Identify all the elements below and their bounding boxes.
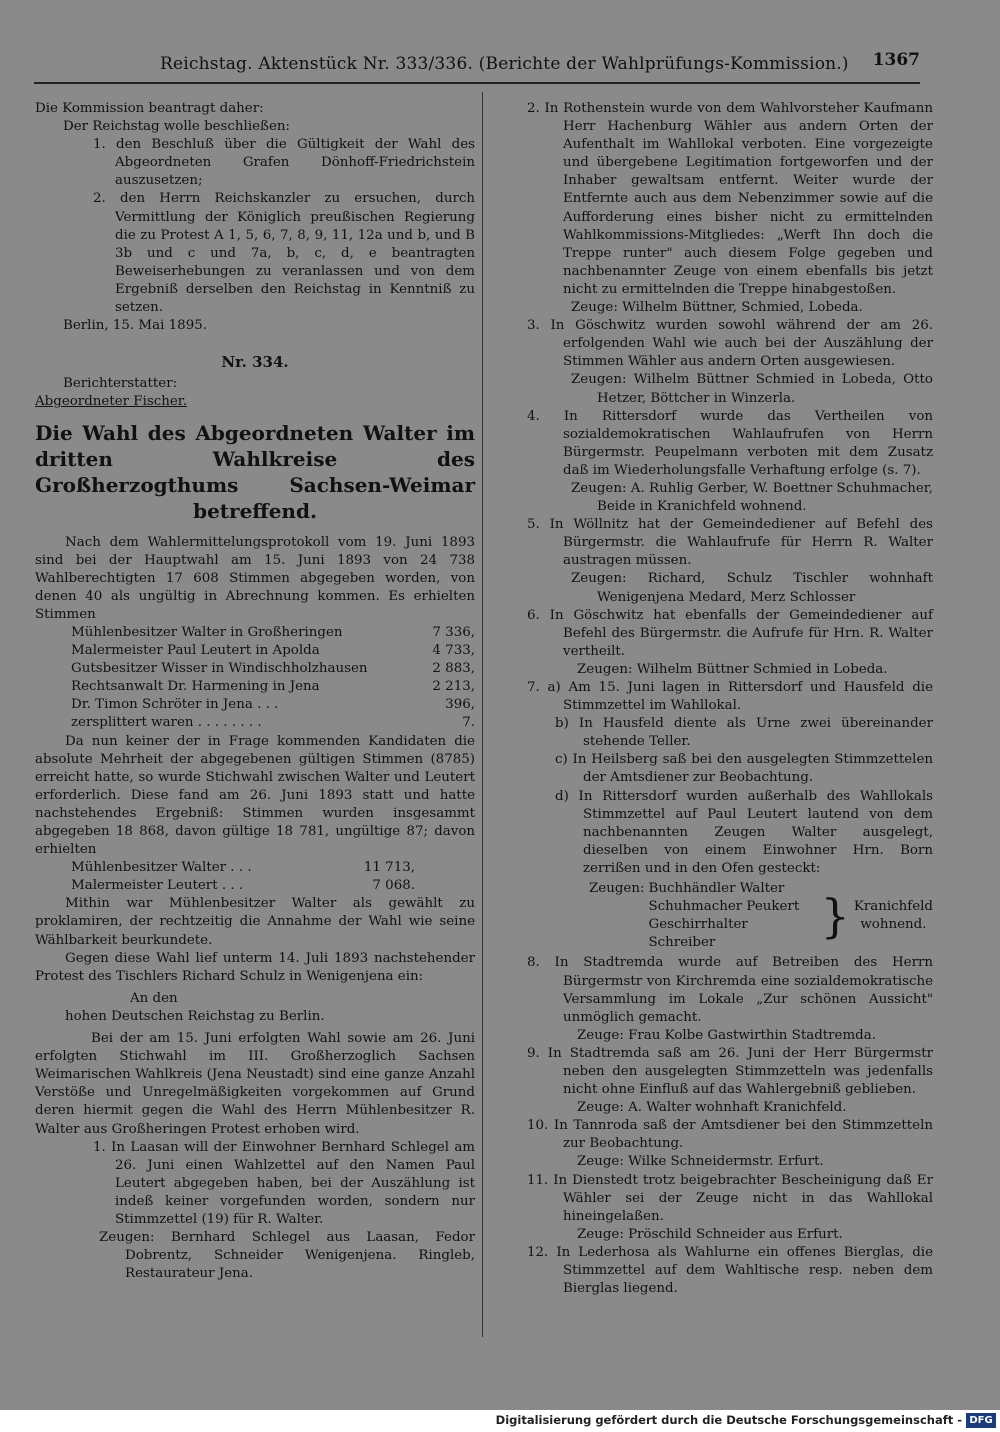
list-item (35, 642, 475, 660)
witness-line: Zeugen: Bernhard Schlegel aus Laasan, Fedor Dobrentz, Schneider Wenigenjena. Ringleb, Restaurateur Jena. (99, 1230, 475, 1282)
dfg-logo: DFG (966, 1413, 996, 1428)
section-number: Nr. 334. (221, 353, 289, 372)
address-line: An den (130, 990, 178, 1006)
reporter-name: Abgeordneter Fischer. (35, 394, 187, 410)
candidate-votes: 11 713, (363, 860, 415, 876)
text-paragraph: Die Kommission beantragt daher: (35, 101, 264, 116)
text-paragraph: Mithin war Mühlenbesitzer Walter als gewählt zu proklamiren, der rechtzeitig die Annahme der Wahl wie seine Wählbarkeit beurkundete. (35, 896, 475, 948)
witness-line: Zeugen: Richard, Schulz Tischler wohnhaft Wenigenjena Medard, Merz Schlosser (571, 571, 933, 605)
witness-name: Buchhändler Walter (648, 881, 785, 897)
list-item: 9. In Stadtremda saß am 26. Juni der Herr Bürgermstr neben den ausgelegten Stimmzetteln was jedenfalls nicht ohne Einfluß auf das Wahlergebniß geblieben. (527, 1045, 933, 1098)
witness-label: Zeugen: (589, 881, 645, 897)
left-column (35, 100, 475, 1283)
footer-bar (0, 1410, 1000, 1432)
reporter-label: Berichterstatter: (63, 376, 178, 392)
address-line: hohen Deutschen Reichstag zu Berlin. (65, 1008, 325, 1024)
list-item: 2. In Rothenstein wurde von dem Wahlvorsteher Kaufmann Herr Hachenburg Wähler aus andern Orten der Aufenthalt im Wahllokal verboten. Eine vorgezeigte und übergebene Legitimation fortgeworfen und der Inhaber gewaltsam entfernt. Weiter wurde der Entfernte auch aus dem Nebenzimmer sowie auf die Aufforderung eines bisher nicht zu ermittelnden Wahlkommissions-Mitgliedes: „Werft Ihn doch die Treppe runter" auch diesem Folge gegeben und nachbenannter Zeuge von einem ebenfalls bis jetzt nicht zu ermittelnden die Treppe hinabgestoßen. (527, 101, 933, 297)
witness-names (649, 880, 817, 952)
list-item: 3. In Göschwitz wurden sowohl während der am 26. erfolgenden Wahl wie auch bei der Auszählung der Stimmen Wähler aus andern Orten ausgewiesen. (527, 318, 933, 370)
candidate-name: Mühlenbesitzer Walter in Großheringen (71, 624, 343, 640)
list-item (35, 714, 475, 732)
candidate-votes: 2 213, (432, 679, 475, 695)
list-item: 2. den Herrn Reichskanzler zu ersuchen, durch Vermittlung der Königlich preußischen Regierung die zu Protest A 1, 5, 6, 7, 8, 9, 11, 12a und b, und B 3b und c und 7a, b, c, d, e beantragten Beweiserhebungen zu veranlassen und von dem Ergebniß derselben den Reichstag in Kenntniß zu setzen. (93, 191, 475, 316)
text-paragraph: Gegen diese Wahl lief unterm 14. Juli 1893 nachstehender Protest des Tischlers Richard Schulz in Wenigenjena ein: (35, 950, 475, 984)
list-item: b) In Hausfeld diente als Urne zwei übereinander stehende Teller. (555, 716, 933, 750)
text-paragraph: Der Reichstag wolle beschließen: (63, 119, 291, 135)
witness-line: Zeugen: Wilhelm Büttner Schmied in Lobeda, Otto Hetzer, Böttcher in Winzerla. (571, 372, 933, 406)
list-item: 8. In Stadtremda wurde auf Betreiben des Herrn Bürgermstr von Kirchremda eine sozialdemokratische Versammlung im Lokale „Zur schönen Aussicht" unmöglich gemacht. (527, 955, 933, 1025)
candidate-name: Rechtsanwalt Dr. Harmening in Jena (71, 679, 320, 695)
candidate-name: Malermeister Paul Leutert in Apolda (71, 643, 320, 659)
candidate-votes: 4 733, (432, 643, 475, 659)
candidate-name: Dr. Timon Schröter in Jena . . . (71, 697, 279, 713)
witness-line: Zeugen: Wilhelm Büttner Schmied in Lobeda. (577, 661, 888, 677)
text-paragraph: Nach dem Wahlermittelungsprotokoll vom 19. Juni 1893 sind bei der Hauptwahl am 15. Juni 1893 von 24 738 Wahlberechtigten 17 608 Stimmen abgegeben worden, von denen 40 als ungültig in Abrechnung kommen. Es erhielten Stimmen (35, 534, 475, 622)
page-header (160, 50, 920, 80)
candidate-name: zersplittert waren . . . . . . . . (71, 715, 262, 731)
witness-line: Zeuge: Wilhelm Büttner, Schmied, Lobeda. (571, 300, 863, 316)
witness-line: Zeuge: A. Walter wohnhaft Kranichfeld. (577, 1100, 847, 1116)
page-number: 1367 (872, 50, 920, 70)
list-item: 4. In Rittersdorf wurde das Vertheilen von sozialdemokratischen Wahlaufrufen von Herrn Bürgermstr. Peupelmann verboten mit dem Zusatz daß im Wiederholungsfalle Verhaftung erfolge (s. 7). (527, 408, 933, 478)
candidate-votes: 7 336, (432, 624, 475, 640)
candidate-votes: 396, (445, 697, 475, 713)
list-item: d) In Rittersdorf wurden außerhalb des Wahllokals Stimmzettel auf Paul Leutert lautend von dem nachbenannten Zeugen Walter ausgelegt, dieselben von einem Einwohner Hrn. Born zerrißen und in den Ofen gesteckt: (555, 788, 933, 876)
list-item: 7. a) Am 15. Juni lagen in Rittersdorf und Hausfeld die Stimmzettel im Wahllokal. (527, 680, 933, 714)
date-line: Berlin, 15. Mai 1895. (63, 318, 207, 334)
list-item (35, 660, 475, 678)
list-item: 1. den Beschluß über die Gültigkeit der Wahl des Abgeordneten Grafen Dönhoff-Friedrichstein auszusetzen; (93, 137, 475, 189)
candidate-votes: 7. (462, 715, 475, 731)
text-paragraph: Bei der am 15. Juni erfolgten Wahl sowie am 26. Juni erfolgten Stichwahl im III. Großherzoglich Sachsen Weimarischen Wahlkreis (Jena Neustadt) sind eine ganze Anzahl Verstöße und Unregelmäßigkeiten vorgekommen auf Grund deren hiermit gegen die Wahl des Herrn Mühlenbesitzer R. Walter aus Großheringen Protest erhoben wird. (35, 1031, 475, 1137)
column-divider (482, 92, 483, 1337)
brace-symbol: } (820, 889, 850, 944)
runoff-list (35, 859, 475, 895)
witness-line: Zeuge: Frau Kolbe Gastwirthin Stadtremda. (577, 1027, 876, 1043)
list-item: 5. In Wöllnitz hat der Gemeindediener auf Befehl des Bürgermstr. die Wahlaufrufe für Herrn R. Walter austragen müssen. (527, 517, 933, 569)
list-item (35, 624, 475, 642)
list-item (35, 696, 475, 714)
candidate-votes: 7 068. (372, 878, 415, 894)
running-title: Reichstag. Aktenstück Nr. 333/336. (Berichte der Wahlprüfungs-Kommission.) (160, 54, 849, 74)
text-paragraph: Da nun keiner der in Frage kommenden Kandidaten die absolute Mehrheit der abgegebenen gültigen Stimmen (8785) erreicht hatte, so wurde Stichwahl zwischen Walter und Leutert erforderlich. Diese fand am 26. Juni 1893 statt und hatte nachstehendes Ergebniß: Stimmen wurden insgesammt abgegeben 18 868, davon gültige 18 781, ungültige 87; davon erhielten (35, 733, 475, 858)
candidates-list (35, 624, 475, 733)
witness-line: Zeuge: Wilke Schneidermstr. Erfurt. (577, 1154, 824, 1170)
list-item (35, 877, 475, 895)
candidate-name: Malermeister Leutert . . . (71, 878, 244, 894)
witness-group (493, 880, 933, 952)
list-item (35, 678, 475, 696)
candidate-votes: 2 883, (432, 661, 475, 677)
list-item: 10. In Tannroda saß der Amtsdiener bei den Stimmzetteln zur Beobachtung. (527, 1118, 933, 1152)
list-item: c) In Heilsberg saß bei den ausgelegten Stimmzettelen der Amtsdiener zur Beobachtung. (555, 752, 933, 786)
right-column (493, 100, 933, 1298)
header-rule (34, 82, 920, 84)
list-item: 6. In Göschwitz hat ebenfalls der Gemeindediener auf Befehl des Bürgermstr. die Aufrufe für Hrn. R. Walter vertheilt. (527, 607, 933, 659)
list-item: 11. In Dienstedt trotz beigebrachter Bescheinigung daß Er Wähler sei der Zeuge nicht in das Wahllokal hineingelaßen. (527, 1172, 933, 1224)
list-item: 12. In Lederhosa als Wahlurne ein offenes Bierglas, die Stimmzettel auf dem Wahltische resp. neben dem Bierglas liegend. (527, 1244, 933, 1297)
section-title: Die Wahl des Abgeordneten Walter im dritten Wahlkreise des Großherzogthums Sachsen-Weimar betreffend. (35, 420, 475, 523)
candidate-name: Mühlenbesitzer Walter . . . (71, 860, 252, 876)
witness-line: Zeugen: A. Ruhlig Gerber, W. Boettner Schuhmacher, Beide in Kranichfeld wohnend. (571, 480, 933, 515)
witness-name: Geschirrhalter Schreiber (648, 917, 748, 951)
witness-line: Zeuge: Pröschild Schneider aus Erfurt. (577, 1226, 843, 1242)
witness-place: Kranichfeld wohnend. (853, 899, 933, 933)
list-item (35, 859, 475, 877)
candidate-name: Gutsbesitzer Wisser in Windischholzhausen (71, 661, 368, 677)
witness-name: Schuhmacher Peukert (648, 899, 800, 915)
list-item: 1. In Laasan will der Einwohner Bernhard Schlegel am 26. Juni einen Wahlzettel auf den Namen Paul Leutert abgegeben haben, bei der Auszählung ist indeß keiner vorgefunden worden, sondern nur Stimmzettel (19) für R. Walter. (93, 1139, 475, 1227)
funding-credit: Digitalisierung gefördert durch die Deutsche Forschungsgemeinschaft - (495, 1413, 962, 1427)
